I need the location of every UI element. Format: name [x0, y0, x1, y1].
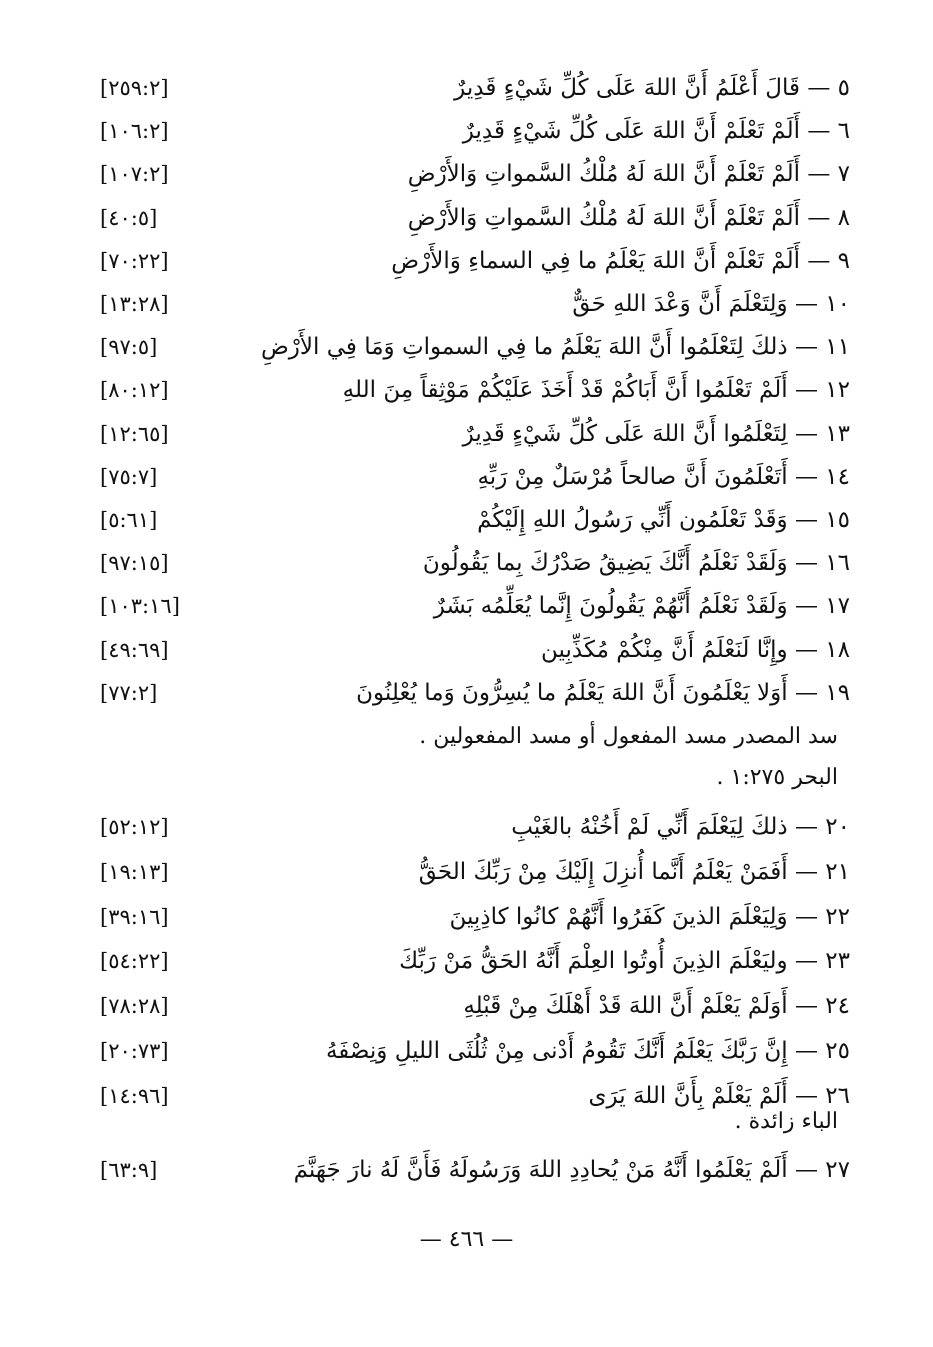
- verse-body: إِنَّ رَبَّكَ يَعْلَمُ أَنَّكَ تَقُومُ أَدْنى مِنْ ثُلُثَى الليلِ وَنِصْفَهُ: [325, 1038, 788, 1064]
- verse-text: [326, 1031, 850, 1071]
- verse-reference: [١٤:٩٦]: [100, 1083, 169, 1108]
- verse-text: [463, 986, 850, 1026]
- verse-row: [90, 986, 850, 1026]
- verse-number: ١٤: [825, 463, 850, 490]
- verse-reference: [١٣:٢٨]: [100, 292, 169, 316]
- verse-body: أَتَعْلَمُونَ أَنَّ صالحاً مُرْسَلٌ مِنْ رَبِّهِ: [477, 463, 788, 490]
- verse-text: [356, 673, 850, 713]
- verse-reference: [١٠٣:١٦]: [100, 594, 180, 619]
- verse-number: ٢٣: [825, 948, 850, 975]
- verse-number: ٢٠: [825, 814, 850, 840]
- verse-dash: —: [800, 75, 838, 101]
- verse-dash: —: [787, 679, 826, 706]
- verse-number: ١٦: [825, 550, 850, 577]
- verse-dash: —: [787, 948, 826, 975]
- verse-row: [90, 897, 850, 937]
- verse-text: [463, 111, 850, 151]
- verse-body: ذلكَ لِيَعْلَمَ أَنِّي لَمْ أَخُنْهُ بالغَيْبِ: [511, 814, 788, 840]
- verse-dash: —: [787, 903, 826, 930]
- verse-body: وَلَقَدْ نَعْلَمُ أَنَّكَ يَضِيقُ صَدْرُكَ بِما يَقُولُونَ: [422, 550, 788, 577]
- verse-body: أَلَمْ تَعْلَمُوا أَنَّ أَبَاكُمْ قَدْ أَخَذَ عَلَيْكُمْ مَوْثِقاً مِنَ اللهِ: [342, 377, 788, 404]
- verse-row: [90, 673, 850, 713]
- verse-body: وإِنَّا لَنَعْلَمُ أَنَّ مِنْكُمْ مُكَذِّبِين: [541, 636, 788, 663]
- verse-reference: [٩٧:٥]: [100, 335, 158, 360]
- verse-dash: —: [787, 334, 826, 361]
- verse-reference: [٦٣:٩]: [100, 1158, 158, 1182]
- verse-body: وَقَدْ تَعْلَمُون أَنِّي رَسُولُ اللهِ إِلَيْكُمْ: [477, 507, 788, 533]
- verse-row: [90, 630, 850, 670]
- verse-number: ١٥: [825, 507, 850, 533]
- verse-reference: [٥٤:٢٢]: [100, 949, 169, 974]
- verse-dash: —: [787, 636, 826, 663]
- verse-text: [454, 68, 850, 108]
- verse-row: [90, 327, 850, 367]
- verse-body: وَلِتَعْلَمَ أَنَّ وَعْدَ اللهِ حَقٌّ: [572, 291, 788, 317]
- verse-row: [90, 1031, 850, 1071]
- verse-number: ٩: [837, 247, 850, 274]
- verse-text: [408, 198, 850, 238]
- verse-number: ٥: [837, 75, 850, 101]
- verse-number: ٢٧: [825, 1157, 850, 1183]
- verse-row: [90, 852, 850, 892]
- verse-row: [90, 414, 850, 454]
- verse-reference: [٢٥٩:٢]: [100, 76, 169, 100]
- verse-number: ١٠: [825, 291, 850, 317]
- verse-dash: —: [787, 1082, 826, 1109]
- verse-body: وَلَقَدْ نَعْلَمُ أَنَّهُمْ يَقُولُونَ إِنَّما يُعَلِّمُه بَشَرٌ: [433, 593, 788, 620]
- verse-reference: [٧٧:٢]: [100, 680, 158, 705]
- note-ba: الباء زائدة .: [734, 1109, 838, 1134]
- verse-reference: [٥:٦١]: [100, 508, 158, 532]
- verse-number: ٧: [837, 161, 850, 188]
- verse-text: [399, 941, 850, 981]
- verse-reference: [١٠٧:٢]: [100, 162, 169, 187]
- verse-row: [90, 68, 850, 108]
- verse-dash: —: [787, 420, 826, 447]
- verse-reference: [١٠٦:٢]: [100, 119, 169, 144]
- verse-body: لِتَعْلَمُوا أَنَّ اللهَ عَلَى كُلِّ شَيْءٍ قَدِيرٌ: [462, 420, 788, 447]
- verse-text: [463, 414, 850, 454]
- verse-number: ٢٢: [825, 903, 850, 930]
- verse-text: [423, 543, 850, 583]
- verse-row: [90, 111, 850, 151]
- verse-number: ٢٤: [825, 993, 850, 1020]
- verse-body: أَوَلَمْ يَعْلَمْ أَنَّ اللهَ قَدْ أَهْلَكَ مِنْ قَبْلِهِ: [463, 993, 788, 1020]
- verse-number: ١٧: [825, 593, 850, 620]
- verse-text: [477, 457, 850, 497]
- verse-dash: —: [800, 118, 838, 145]
- verse-reference: [٨٠:١٢]: [100, 378, 169, 403]
- verse-row: [90, 154, 850, 194]
- verse-body: أَلَمْ يَعْلَمْ بِأَنَّ اللهَ يَرَى: [588, 1082, 788, 1109]
- verse-text: [408, 154, 850, 194]
- verse-row: [90, 543, 850, 583]
- verse-text: [541, 630, 850, 670]
- verse-number: ٢٦: [825, 1082, 850, 1109]
- verse-body: أَلَمْ يَعْلَمُوا أَنَّهُ مَنْ يُحادِدِ اللهَ وَرَسُولَهُ فَأَنَّ لَهُ نارَ جَهَنَّمَ: [293, 1157, 788, 1183]
- verse-row: [90, 284, 850, 324]
- verse-row: [90, 370, 850, 410]
- verse-dash: —: [800, 247, 838, 274]
- verse-dash: —: [787, 1038, 826, 1064]
- verse-body: أَلَمْ تَعْلَمْ أَنَّ اللهَ عَلَى كُلِّ شَيْءٍ قَدِيرٌ: [462, 118, 801, 145]
- verse-text: [419, 852, 850, 892]
- verse-reference: [٧٥:٧]: [100, 464, 158, 489]
- verse-text: [391, 241, 850, 281]
- verse-reference: [١٢:٦٥]: [100, 421, 169, 446]
- verse-number: ١٣: [825, 420, 850, 447]
- note-grammar: سد المصدر مسد المفعول أو مسد المفعولين .: [419, 724, 838, 749]
- verse-text: [434, 586, 850, 626]
- verse-row: [90, 1150, 850, 1190]
- verse-body: وليَعْلَمَ الذِينَ أُوتُوا العِلْمَ أَنَّهُ الحَقُّ مَنْ رَبِّكَ: [399, 948, 788, 975]
- verse-reference: [١٩:١٣]: [100, 859, 169, 884]
- verse-number: ١٩: [825, 679, 850, 706]
- verse-row: [90, 457, 850, 497]
- verse-text: [343, 370, 850, 410]
- verse-dash: —: [787, 550, 826, 577]
- verse-dash: —: [787, 291, 826, 317]
- verse-reference: [٥٢:١٢]: [100, 815, 169, 839]
- verse-dash: —: [787, 993, 826, 1020]
- verse-reference: [٤٩:٦٩]: [100, 637, 169, 662]
- note-source: البحر ١:٢٧٥ .: [716, 765, 838, 790]
- verse-text: [294, 1150, 850, 1190]
- verse-row: [90, 500, 850, 540]
- verse-dash: —: [787, 1157, 826, 1183]
- verse-dash: —: [787, 463, 826, 490]
- verse-number: ١٢: [825, 377, 850, 404]
- verse-row: [90, 941, 850, 981]
- verse-reference: [٤٠:٥]: [100, 205, 158, 230]
- verse-reference: [٧٨:٢٨]: [100, 994, 169, 1019]
- verse-dash: —: [787, 858, 826, 885]
- verse-body: ذلكَ لِتَعْلَمُوا أَنَّ اللهَ يَعْلَمُ ما فِي السمواتِ وَمَا فِي الأَرْضِ: [260, 334, 788, 361]
- verse-body: قَالَ أَعْلَمُ أَنَّ اللهَ عَلَى كُلِّ شَيْءٍ قَدِيرٌ: [454, 75, 801, 101]
- verse-row: [90, 241, 850, 281]
- verse-dash: —: [800, 204, 838, 231]
- verse-reference: [٧٠:٢٢]: [100, 248, 169, 273]
- verse-body: أَوَلا يَعْلَمُونَ أَنَّ اللهَ يَعْلَمُ ما يُسِرُّونَ وَما يُعْلِنُونَ: [356, 679, 788, 706]
- verse-number: ٨: [837, 204, 850, 231]
- verse-text: [261, 327, 850, 367]
- verse-number: ١٨: [825, 636, 850, 663]
- verse-text: [511, 807, 850, 847]
- verse-dash: —: [800, 161, 838, 188]
- verse-number: ٢١: [825, 858, 850, 885]
- verse-body: أَلَمْ تَعْلَمْ أَنَّ اللهَ يَعْلَمُ ما فِي السماءِ وَالأَرْضِ: [391, 247, 801, 274]
- verse-text: [449, 897, 850, 937]
- verse-number: ١١: [825, 334, 850, 361]
- verse-row: [90, 198, 850, 238]
- verse-text: [477, 500, 850, 540]
- verse-row: [90, 586, 850, 626]
- verse-body: أَلَمْ تَعْلَمْ أَنَّ اللهَ لَهُ مُلْكُ السَّمواتِ وَالأَرْضِ: [407, 161, 801, 188]
- verse-reference: [٣٩:١٦]: [100, 904, 169, 929]
- verse-reference: [٩٧:١٥]: [100, 551, 169, 576]
- verse-dash: —: [787, 507, 826, 533]
- verse-dash: —: [787, 814, 826, 840]
- page-number: — ٤٦٦ —: [419, 1227, 514, 1252]
- verse-body: وَلِيَعْلَمَ الذينَ كَفَرُوا أَنَّهُمْ كانُوا كاذِبِينَ: [449, 903, 788, 930]
- verse-number: ٢٥: [825, 1038, 850, 1064]
- verse-dash: —: [787, 377, 826, 404]
- verse-text: [572, 284, 850, 324]
- verse-dash: —: [787, 593, 826, 620]
- verse-reference: [٢٠:٧٣]: [100, 1039, 169, 1063]
- verse-row: [90, 807, 850, 847]
- verse-number: ٦: [837, 118, 850, 145]
- verse-body: أَلَمْ تَعْلَمْ أَنَّ اللهَ لَهُ مُلْكُ السَّمواتِ وَالأَرْضِ: [407, 204, 801, 231]
- verse-body: أَفَمَنْ يَعْلَمُ أَنَّما أُنزِلَ إِلَيْكَ مِنْ رَبِّكَ الحَقُّ: [418, 858, 788, 885]
